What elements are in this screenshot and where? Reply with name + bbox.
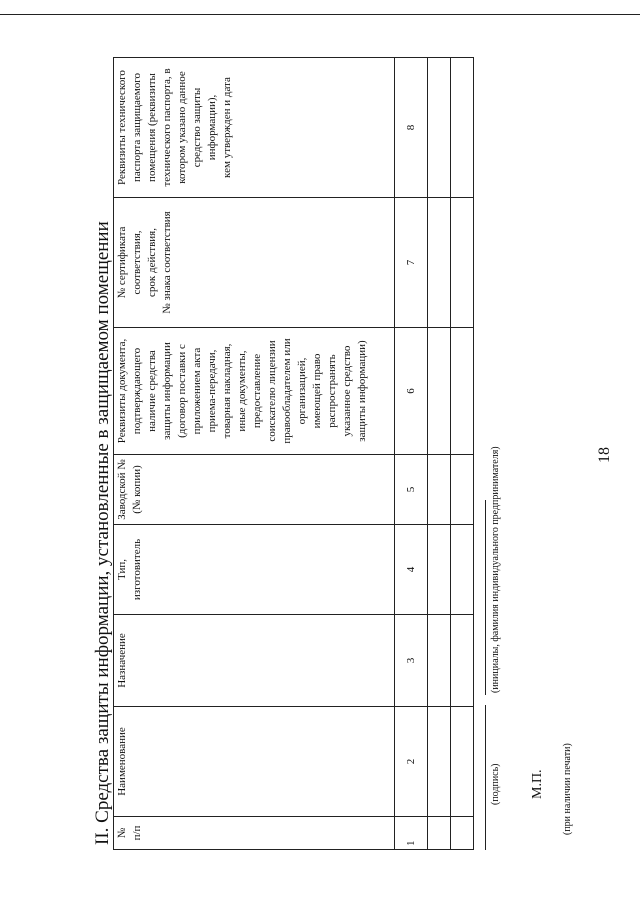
column-number: 7 — [395, 198, 428, 328]
table-cell[interactable] — [428, 707, 451, 817]
header-line: (№ копии) — [131, 465, 143, 514]
header-cell-type — [114, 525, 395, 615]
header-line: Назначение — [116, 633, 128, 688]
header-line: № — [116, 827, 128, 839]
header-line: информации), — [206, 94, 218, 161]
header-line: Заводской № — [116, 459, 128, 520]
table-cell[interactable] — [451, 525, 474, 615]
table-cell[interactable] — [451, 615, 474, 707]
table-cell[interactable] — [428, 58, 451, 198]
header-line: Наименование — [116, 727, 128, 796]
section-title: II. Средства защиты информации, установленные в защищаемом помещении — [92, 221, 113, 845]
page-number: 18 — [596, 447, 613, 463]
header-cell-serial — [114, 455, 395, 525]
header-line: товарная накладная, — [221, 343, 233, 439]
signature-caption: (подпись) — [490, 763, 501, 805]
header-line: защиты информации) — [356, 340, 368, 442]
header-cell-document — [114, 328, 395, 455]
header-line: помещения (реквизиты — [146, 73, 158, 182]
column-number: 3 — [395, 615, 428, 707]
protection-tools-table — [113, 57, 474, 850]
header-line: распространять — [326, 354, 338, 428]
stamp-note: (при наличии печати) — [562, 743, 573, 835]
column-number: 2 — [395, 707, 428, 817]
column-number: 8 — [395, 58, 428, 198]
header-line: иные документы, — [236, 350, 248, 432]
header-line: соответствия, — [131, 230, 143, 295]
table-row — [428, 58, 451, 850]
header-cell-purpose — [114, 615, 395, 707]
table-cell[interactable] — [428, 198, 451, 328]
header-line: паспорта защищаемого — [131, 73, 143, 182]
header-line: средство защиты — [191, 87, 203, 168]
header-cell-name — [114, 707, 395, 817]
header-line: п/п — [131, 825, 143, 841]
header-line: защиты информации — [161, 342, 173, 440]
header-line: № сертификата — [116, 226, 128, 299]
header-line: имеющей право — [311, 353, 323, 429]
header-line: технического паспорта, в — [161, 68, 173, 187]
header-line: соискателю лицензии — [266, 340, 278, 442]
header-cell-certificate — [114, 198, 395, 328]
column-number: 6 — [395, 328, 428, 455]
signature-line[interactable] — [485, 705, 486, 850]
table-cell[interactable] — [451, 707, 474, 817]
table-cell[interactable] — [451, 455, 474, 525]
header-line: Реквизиты документа, — [116, 338, 128, 444]
column-number: 4 — [395, 525, 428, 615]
header-line: приложением акта — [191, 347, 203, 435]
table-cell[interactable] — [451, 817, 474, 850]
name-line[interactable] — [485, 500, 486, 695]
header-row — [114, 58, 395, 850]
header-line: указанное средство — [341, 345, 353, 437]
header-cell-passport — [114, 58, 395, 198]
header-line: кем утвержден и дата — [221, 77, 233, 178]
name-caption: (инициалы, фамилия индивидуального предпринимателя) — [490, 446, 501, 693]
header-line: изготовитель — [131, 538, 143, 601]
header-line: Реквизиты технического — [116, 70, 128, 185]
header-cell-number — [114, 817, 395, 850]
table-cell[interactable] — [428, 817, 451, 850]
header-line: организацией, — [296, 357, 308, 425]
column-number: 5 — [395, 455, 428, 525]
table-cell[interactable] — [428, 615, 451, 707]
header-line: наличие средства — [146, 350, 158, 432]
header-line: приема-передачи, — [206, 349, 218, 433]
stamp-label: М.П. — [530, 769, 545, 799]
header-line: предоставление — [251, 353, 263, 429]
header-line: котором указано данное — [176, 71, 188, 184]
header-line: правообладателем или — [281, 338, 293, 444]
header-line: № знака соответствия — [161, 211, 173, 314]
table-row — [451, 58, 474, 850]
table-cell[interactable] — [428, 328, 451, 455]
table-cell[interactable] — [451, 198, 474, 328]
column-number: 1 — [395, 817, 428, 850]
header-line: (договор поставки с — [176, 344, 188, 438]
table-cell[interactable] — [428, 525, 451, 615]
table-cell[interactable] — [451, 58, 474, 198]
header-line: подтверждающего — [131, 347, 143, 435]
column-numbers-row — [395, 58, 428, 850]
header-line: срок действия, — [146, 228, 158, 297]
table-cell[interactable] — [428, 455, 451, 525]
header-line: Тип, — [116, 559, 128, 580]
table-cell[interactable] — [451, 328, 474, 455]
